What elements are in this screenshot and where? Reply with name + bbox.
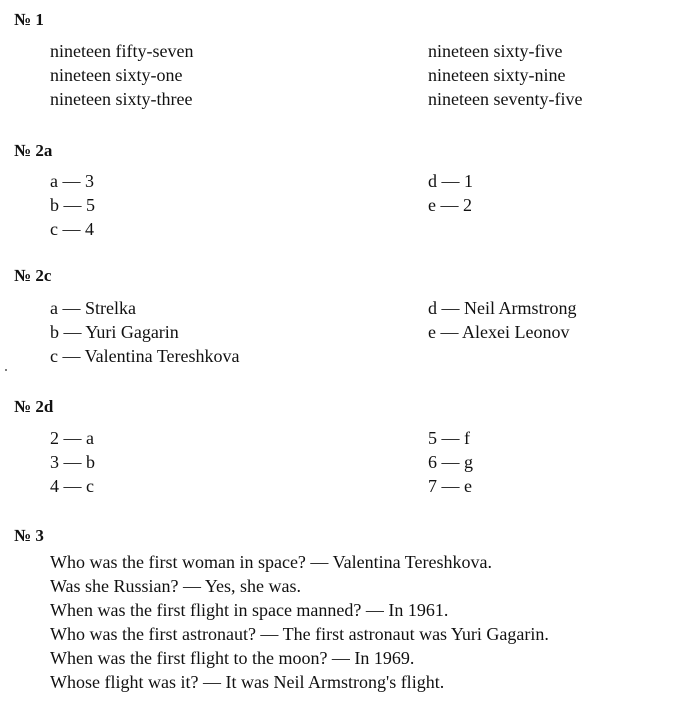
- section-2c-left-item: c — Valentina Tereshkova: [50, 346, 240, 366]
- section-3-line: When was the first flight in space manned? — In 1961.: [50, 600, 449, 620]
- section-2d-right-item: 5 — f: [428, 428, 470, 448]
- section-2d-right-item: 6 — g: [428, 452, 473, 472]
- section-2d-left-item: 2 — a: [50, 428, 94, 448]
- section-2c-heading: № 2c: [14, 266, 52, 285]
- section-2a-right-item: d — 1: [428, 171, 473, 191]
- section-3-heading: № 3: [14, 526, 44, 545]
- section-2d-heading: № 2d: [14, 397, 54, 416]
- section-1-right-item: nineteen sixty-five: [428, 41, 563, 61]
- section-1-left-item: nineteen sixty-one: [50, 65, 183, 85]
- section-3-line: Was she Russian? — Yes, she was.: [50, 576, 302, 596]
- section-2c-left-item: b — Yuri Gagarin: [50, 322, 179, 342]
- section-2a-right-item: e — 2: [428, 195, 472, 215]
- section-1-left-item: nineteen fifty-seven: [50, 41, 194, 61]
- section-3-line: When was the first flight to the moon? — In 1969.: [50, 648, 415, 668]
- stray-mark: [5, 369, 7, 371]
- section-2a-left-item: c — 4: [50, 219, 94, 239]
- section-2c-left-item: a — Strelka: [50, 298, 136, 318]
- section-2d-left-item: 4 — c: [50, 476, 94, 496]
- section-2d-right-item: 7 — e: [428, 476, 472, 496]
- section-1-right-item: nineteen sixty-nine: [428, 65, 566, 85]
- section-3-line: Who was the first astronaut? — The first astronaut was Yuri Gagarin.: [50, 624, 549, 644]
- section-2d-left-item: 3 — b: [50, 452, 95, 472]
- section-2a-heading: № 2a: [14, 141, 53, 160]
- section-1-heading: № 1: [14, 10, 44, 29]
- section-2c-right-item: e — Alexei Leonov: [428, 322, 570, 342]
- section-1-right-item: nineteen seventy-five: [428, 89, 583, 109]
- section-3-line: Who was the first woman in space? — Valentina Tereshkova.: [50, 552, 492, 572]
- section-2a-left-item: b — 5: [50, 195, 95, 215]
- section-3-line: Whose flight was it? — It was Neil Armstrong's flight.: [50, 672, 445, 692]
- section-2c-right-item: d — Neil Armstrong: [428, 298, 577, 318]
- section-1-left-item: nineteen sixty-three: [50, 89, 193, 109]
- section-2a-left-item: a — 3: [50, 171, 94, 191]
